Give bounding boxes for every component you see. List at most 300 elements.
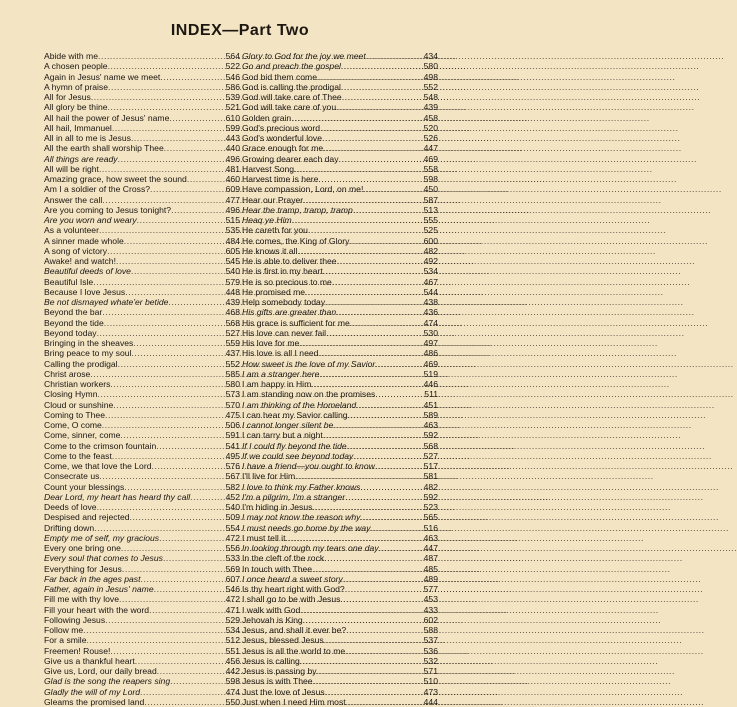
index-entry [242,676,438,686]
index-entry [44,635,240,645]
hymn-title: Glad is the song the reapers sing [44,676,171,687]
index-entry [242,461,438,471]
page-number: 442 [225,666,240,676]
index-entry [242,430,438,440]
dot-leader [303,195,423,205]
page-number: 589 [423,409,438,420]
index-entry [44,266,240,276]
hymn-title: Beautiful deeds of love [44,266,131,277]
hymn-title: Jesus is passing by [242,666,317,676]
page-number: 521 [225,102,240,113]
hymn-title: All hail the power of Jesus' name [44,112,170,123]
dot-leader [122,564,225,574]
dot-leader [319,369,422,379]
page-number: 529 [225,614,240,625]
page-number: 512 [225,635,240,646]
index-entry [44,174,240,184]
index-entry [44,420,240,430]
page-number: 605 [225,245,240,256]
hymn-title: I am standing now on the promises [242,389,376,400]
page-number: 586 [225,81,240,92]
page-number: 475 [225,409,240,420]
page-number: 498 [423,71,438,82]
hymn-title: A song of victory [44,245,108,256]
hymn-title: Jehovah is King [242,614,303,625]
page-number: 600 [423,235,438,246]
page-number: 525 [423,225,438,236]
dot-leader [363,184,422,194]
dot-leader [168,297,224,307]
page-number: 517 [423,461,438,471]
index-entry [44,154,240,164]
page-number: 433 [423,604,438,615]
page-number: 447 [423,543,438,553]
hymn-title: I shall go to be with Jesus [242,594,341,605]
page-number: 526 [423,133,438,143]
dot-leader [116,256,225,266]
index-entry [44,482,240,492]
index-entry [44,318,240,328]
index-entry [242,543,438,553]
page-number: 489 [423,573,438,584]
hymn-title: He is first in my heart [242,266,323,277]
dot-leader [311,379,422,389]
dot-leader [124,482,224,492]
hymn-title: All things are ready [44,153,118,164]
dot-leader [303,615,423,625]
dot-leader [375,359,422,369]
dot-leader [346,625,423,635]
page-number: 577 [423,584,438,594]
hymn-title: Beyond the bar [44,307,103,318]
index-entry [44,123,240,133]
page-number: 469 [423,153,438,164]
dot-leader [291,113,422,123]
hymn-title: As a volunteer [44,225,99,236]
dot-leader [366,51,423,61]
index-entry [44,379,240,389]
dot-leader [300,656,423,666]
index-entry [242,666,438,676]
hymn-title: Go and preach the gospel [242,61,341,72]
index-entry [242,133,438,143]
index-entry [242,246,438,256]
page-number: 598 [423,174,438,184]
page-number: 522 [225,61,240,72]
hymn-title: I must needs go home by the way [242,522,371,533]
hymn-title: Come, O come [44,420,102,430]
hymn-title: Far back in the ages past [44,573,141,584]
page-number: 458 [423,112,438,123]
hymn-title: All glory be thine [44,102,108,113]
dot-leader [102,307,224,317]
index-entry [242,92,438,102]
index-entry [44,328,240,338]
hymn-title: I must tell it [242,532,286,543]
page-number: 565 [423,512,438,523]
index-entry [44,277,240,287]
index-entry [44,564,240,574]
page-number: 555 [423,215,438,225]
dot-leader [156,441,224,451]
page-number: 492 [423,256,438,266]
dot-leader [112,123,225,133]
index-entry [44,164,240,174]
index-entry [44,400,240,410]
page-number: 482 [423,481,438,492]
hymn-title: Count your blessings [44,481,125,492]
hymn-title: All the earth shall worship Thee [44,143,164,154]
dot-leader [110,379,224,389]
index-entry [242,482,438,492]
dot-leader [150,184,225,194]
hymn-title: Bring peace to my soul [44,348,132,359]
page-number: 532 [423,655,438,666]
hymn-title: God's wonderful love [242,133,322,143]
hymn-title: Come to the crimson fountain [44,440,157,451]
index-column-right [242,51,438,707]
index-entry [44,666,240,676]
hymn-title: I walk with God [242,604,301,615]
dot-leader [87,635,225,645]
dot-leader [102,195,224,205]
hymn-title: A hymn of praise [44,81,109,92]
index-entry [44,451,240,461]
dot-leader [140,687,225,697]
index-entry [242,328,438,338]
hymn-title: I am thinking of the Homeland [242,399,357,410]
index-entry [242,389,438,399]
page-number: 554 [225,522,240,533]
dot-leader [292,215,423,225]
hymn-title: Are you coming to Jesus tonight? [44,204,172,215]
index-entry [44,523,240,533]
hymn-title: In touch with Thee [242,563,313,574]
dot-leader [119,594,225,604]
index-entry [242,225,438,235]
hymn-title: How sweet is the love of my Savior [242,358,376,369]
page-number: 452 [225,491,240,502]
index-entry [242,564,438,574]
dot-leader [337,256,423,266]
index-entry [242,164,438,174]
hymn-title: Amazing grace, how sweet the sound [44,174,187,184]
dot-leader [312,564,423,574]
dot-leader [348,410,423,420]
hymn-title: All will be right [44,163,99,174]
dot-leader [124,236,225,246]
page-number: 592 [423,491,438,502]
dot-leader [323,266,423,276]
index-entry [44,205,240,215]
hymn-title: Am I a soldier of the Cross? [44,184,151,195]
dot-leader [118,154,225,164]
dot-leader [323,430,423,440]
page-number: 587 [423,194,438,205]
dot-leader [107,246,225,256]
page-number: 436 [423,307,438,318]
hymn-title: His love for me [242,338,300,348]
index-entry [242,441,438,451]
dot-leader [299,338,422,348]
hymn-title: Freemen! Rouse! [44,645,111,656]
dot-leader [131,348,224,358]
dot-leader [318,174,422,184]
dot-leader [360,512,422,522]
page-number: 556 [225,543,240,553]
page-number: 474 [225,686,240,697]
index-entry [44,656,240,666]
index-entry [242,523,438,533]
dot-leader [171,205,225,215]
page-number: 456 [225,655,240,666]
page-number: 591 [225,430,240,441]
hymn-title: God will take care of you [242,102,337,113]
page-number: 511 [424,389,438,400]
index-entry [44,113,240,123]
hymn-title: All hail, Immanuel [44,122,112,133]
dot-leader [99,164,225,174]
dot-leader [297,246,422,256]
dot-leader [308,225,423,235]
index-entry [242,277,438,287]
hymn-title: His love can never fail [242,327,327,338]
dot-leader [110,646,224,656]
hymn-title: His gifts are greater than [242,307,337,318]
dot-leader [157,666,225,676]
dot-leader [317,72,423,82]
index-entry [44,461,240,471]
dot-leader [324,635,423,645]
index-entry [44,297,240,307]
hymn-title: Consecrate us [44,471,100,482]
hymn-title: Despised and rejected [44,512,130,523]
hymn-title: Calling the prodigal [44,358,118,369]
dot-leader [322,133,423,143]
page-number: 541 [225,440,240,451]
hymn-title: In the cleft of the rock [242,553,325,564]
index-entry [242,102,438,112]
page-number: 450 [423,184,438,195]
dot-leader [360,482,422,492]
index-entry [242,82,438,92]
page-number: 446 [423,379,438,389]
page-number: 599 [225,122,240,133]
index-entry [44,574,240,584]
hymn-title: Beautiful Isle [44,276,94,287]
hymn-title: Give us a thankful heart [44,655,135,666]
hymn-title: I'm hiding in Jesus [242,502,313,512]
dot-leader [350,318,423,328]
index-entry [44,605,240,615]
hymn-title: Jesus is calling [242,655,300,666]
hymn-title: Give us, Lord, our daily bread [44,666,157,676]
hymn-title: Jesus is all the world to me [242,645,346,656]
page-number: 535 [225,225,240,236]
dot-leader [131,133,225,143]
index-entry [242,492,438,502]
dot-leader [169,113,224,123]
index-entry [242,400,438,410]
hymn-title: All in all to me is Jesus [44,133,131,143]
dot-leader [345,584,423,594]
dot-leader [333,420,422,430]
dot-leader [121,543,225,553]
hymn-title: Is thy heart right with God? [242,584,345,594]
page-number: 552 [225,358,240,369]
page-number: 443 [225,133,240,143]
page-number: 469 [423,358,438,369]
index-entry [44,256,240,266]
index-entry [242,113,438,123]
page-number: 552 [423,81,438,92]
hymn-title: A chosen people [44,61,108,72]
index-column-left [44,51,240,707]
index-entry [242,574,438,584]
hymn-title: A sinner made whole [44,235,124,246]
dot-leader [295,471,422,481]
dot-leader [353,205,423,215]
index-entry [44,676,240,686]
page-number: 516 [423,522,438,533]
hymn-title: Gladly the will of my Lord [44,686,140,697]
page-number: 530 [423,327,438,338]
index-entry [242,72,438,82]
dot-leader [349,236,422,246]
dot-leader [285,533,422,543]
dot-leader [112,451,225,461]
index-entry [44,471,240,481]
hymn-title: Glory to God for the joy we meet [242,51,366,61]
hymn-title: His grace is sufficient for me [242,317,350,328]
index-entry [242,553,438,563]
dot-leader [312,502,422,512]
page-number: 523 [423,502,438,512]
index-entry [44,82,240,92]
index-entry [242,533,438,543]
hymn-title: Cloud or sunshine [44,399,114,410]
page-number: 496 [225,204,240,215]
hymn-title: Are you worn and weary [44,215,137,225]
hymn-title: Every soul that comes to Jesus [44,553,163,564]
hymn-title: Growing dearer each day [242,153,339,164]
dot-leader [120,430,224,440]
hymn-title: If we could see beyond today [242,450,354,461]
hymn-title: Jesus is with Thee [242,676,313,687]
hymn-title: God is calling the prodigal [242,81,341,92]
dot-leader [99,225,225,235]
page-number: 463 [423,532,438,543]
page-number: 580 [225,379,240,389]
index-entry [44,492,240,502]
page-number: 567 [225,471,240,482]
page-number: 497 [423,338,438,348]
page-number: 607 [225,573,240,584]
hymn-title: Grace enough for me [242,143,324,154]
page-number: 540 [225,502,240,512]
index-entry [44,215,240,225]
index-entry [242,512,438,522]
index-entry [242,287,438,297]
index-entry [44,512,240,522]
index-entry [44,348,240,358]
page-number: 545 [225,256,240,266]
dot-leader [336,102,423,112]
dot-leader [144,697,224,707]
index-entry [242,605,438,615]
dot-leader [317,666,423,676]
page-number: 519 [423,368,438,379]
index-entry [44,615,240,625]
dot-leader [342,92,423,102]
index-entry [44,287,240,297]
dot-leader [105,410,225,420]
index-entry [44,625,240,635]
dot-leader [108,61,225,71]
hymn-title: In looking through my tears one day [242,543,379,553]
hymn-title: Come to the feast [44,450,112,461]
hymn-title: Beyond the tide [44,317,104,328]
index-entry [242,215,438,225]
hymn-title: Harvest time is here [242,174,319,184]
index-entry [44,236,240,246]
page-number: 448 [225,286,240,297]
index-entry [242,338,438,348]
dot-leader [190,492,224,502]
index-entry [44,61,240,71]
page-number: 451 [423,399,438,410]
page-number: 588 [423,625,438,635]
page-number: 515 [225,215,240,225]
hymn-title: Hear our Prayer [242,194,304,205]
index-entry [242,154,438,164]
page-number: 438 [423,297,438,307]
page-number: 437 [225,348,240,359]
dot-leader [99,471,224,481]
dot-leader [356,400,422,410]
hymn-title: He comes, the King of Glory [242,235,350,246]
hymn-title: He is so precious to me [242,276,332,287]
dot-leader [324,553,422,563]
dot-leader [339,154,423,164]
hymn-title: Awake! and watch! [44,256,116,266]
index-entry [242,123,438,133]
dot-leader [105,615,225,625]
index-entry [44,195,240,205]
hymn-title: Father, again in Jesus' name [44,584,154,594]
dot-leader [98,51,225,61]
hymn-title: Christian workers [44,379,111,389]
page-number: 573 [225,389,240,400]
page-number: 580 [423,61,438,72]
hymn-title: God will take care of Thee [242,92,342,102]
hymn-title: Gleams the promised land [44,696,145,707]
page-number: 536 [423,645,438,656]
dot-leader [113,400,224,410]
index-entry [44,143,240,153]
index-entry [242,369,438,379]
dot-leader [326,328,423,338]
page-number: 484 [225,235,240,246]
page-number: 439 [423,102,438,113]
index-entry [242,502,438,512]
index-entry [44,184,240,194]
hymn-title: I am a stranger here [242,368,320,379]
page-number: 513 [423,204,438,215]
page-number: 581 [423,471,438,482]
page-number: 610 [225,112,240,123]
dot-leader [159,533,225,543]
